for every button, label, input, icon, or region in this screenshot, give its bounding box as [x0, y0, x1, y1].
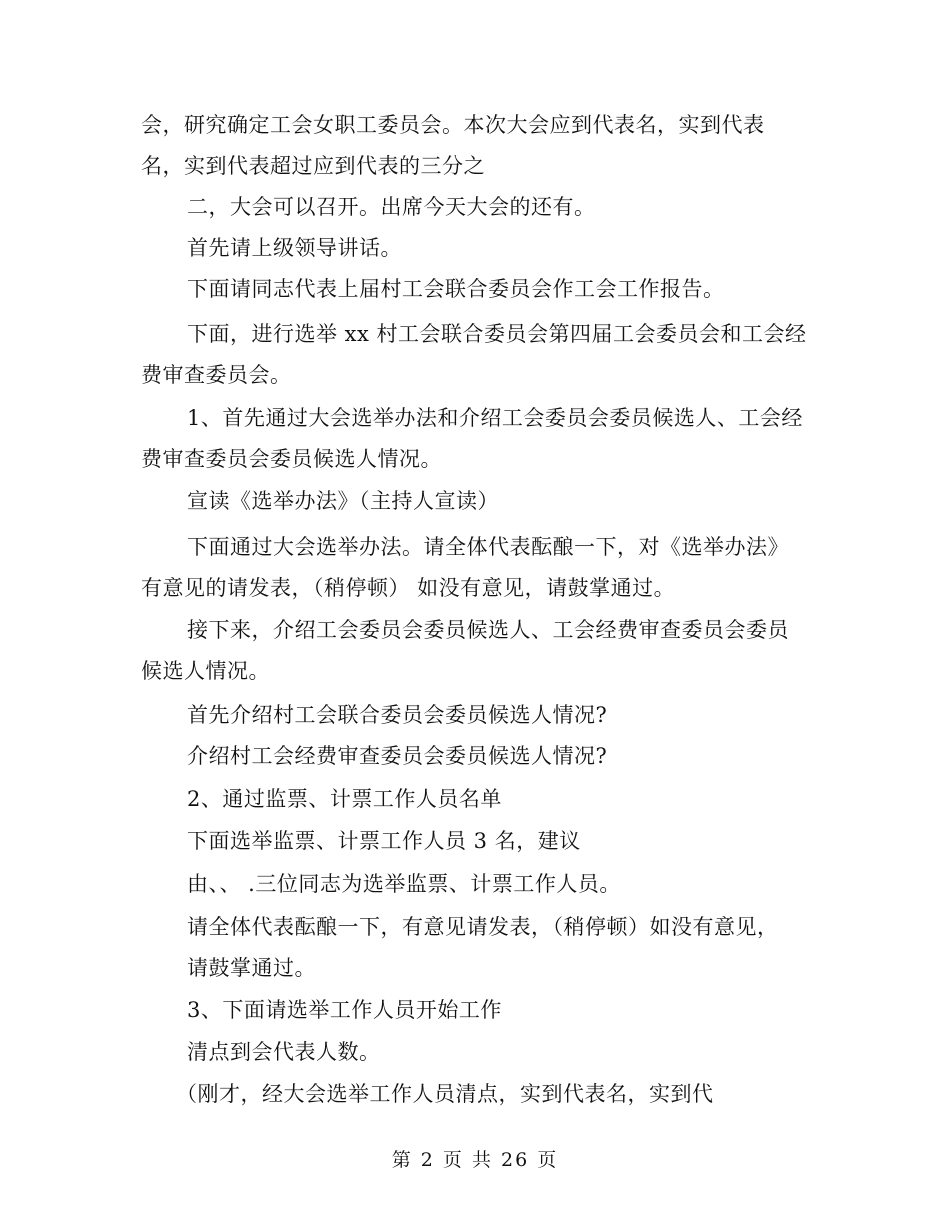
paragraph-line: 介绍村工会经费审查委员会委员候选人情况?: [187, 744, 608, 768]
paragraph-line: 2、通过监票、计票工作人员名单: [187, 787, 502, 811]
paragraph-line: 3、下面请选举工作人员开始工作: [187, 998, 502, 1022]
paragraph-line: 清点到会代表人数。: [187, 1040, 381, 1064]
paragraph-line: 费审查委员会。: [141, 363, 292, 387]
paragraph-line: 请鼓掌通过。: [187, 956, 316, 980]
paragraph-line: 下面通过大会选举办法。请全体代表酝酿一下，对《选举办法》: [187, 535, 789, 559]
paragraph-line: 接下来，介绍工会委员会委员候选人、工会经费审查委员会委员: [187, 618, 789, 642]
paragraph-line: 下面请同志代表上届村工会联合委员会作工会工作报告。: [187, 277, 725, 301]
paragraph-line: 由、、 .三位同志为选举监票、计票工作人员。: [187, 872, 621, 896]
paragraph-line: 首先介绍村工会联合委员会委员候选人情况?: [187, 703, 608, 727]
page-number-footer: 第 2 页 共 26 页: [391, 1149, 559, 1171]
paragraph-line: 宣读《选举办法》（主持人宣读）: [187, 489, 499, 513]
paragraph-line: 首先请上级领导讲话。: [187, 236, 402, 260]
paragraph-line: 有意见的请发表，（稍停顿） 如没有意见，请鼓掌通过。: [141, 576, 676, 600]
paragraph-line: 名，实到代表超过应到代表的三分之: [141, 154, 485, 178]
paragraph-line: 费审查委员会委员候选人情况。: [141, 447, 442, 471]
paragraph-line: 二，大会可以召开。出席今天大会的还有。: [187, 195, 596, 219]
paragraph-line: 候选人情况。: [141, 659, 270, 683]
paragraph-line: （刚才，经大会选举工作人员清点，实到代表名，实到代: [176, 1082, 714, 1106]
paragraph-line: 会，研究确定工会女职工委员会。本次大会应到代表名，实到代表: [141, 113, 765, 137]
paragraph-line: 请全体代表酝酿一下，有意见请发表，（稍停顿）如没有意见，: [187, 915, 779, 939]
paragraph-line: 下面，进行选举 xx 村工会联合委员会第四届工会委员会和工会经: [187, 322, 807, 346]
paragraph-line: 下面选举监票、计票工作人员 3 名，建议: [187, 829, 581, 853]
paragraph-line: 1、首先通过大会选举办法和介绍工会委员会委员候选人、工会经: [187, 406, 803, 430]
